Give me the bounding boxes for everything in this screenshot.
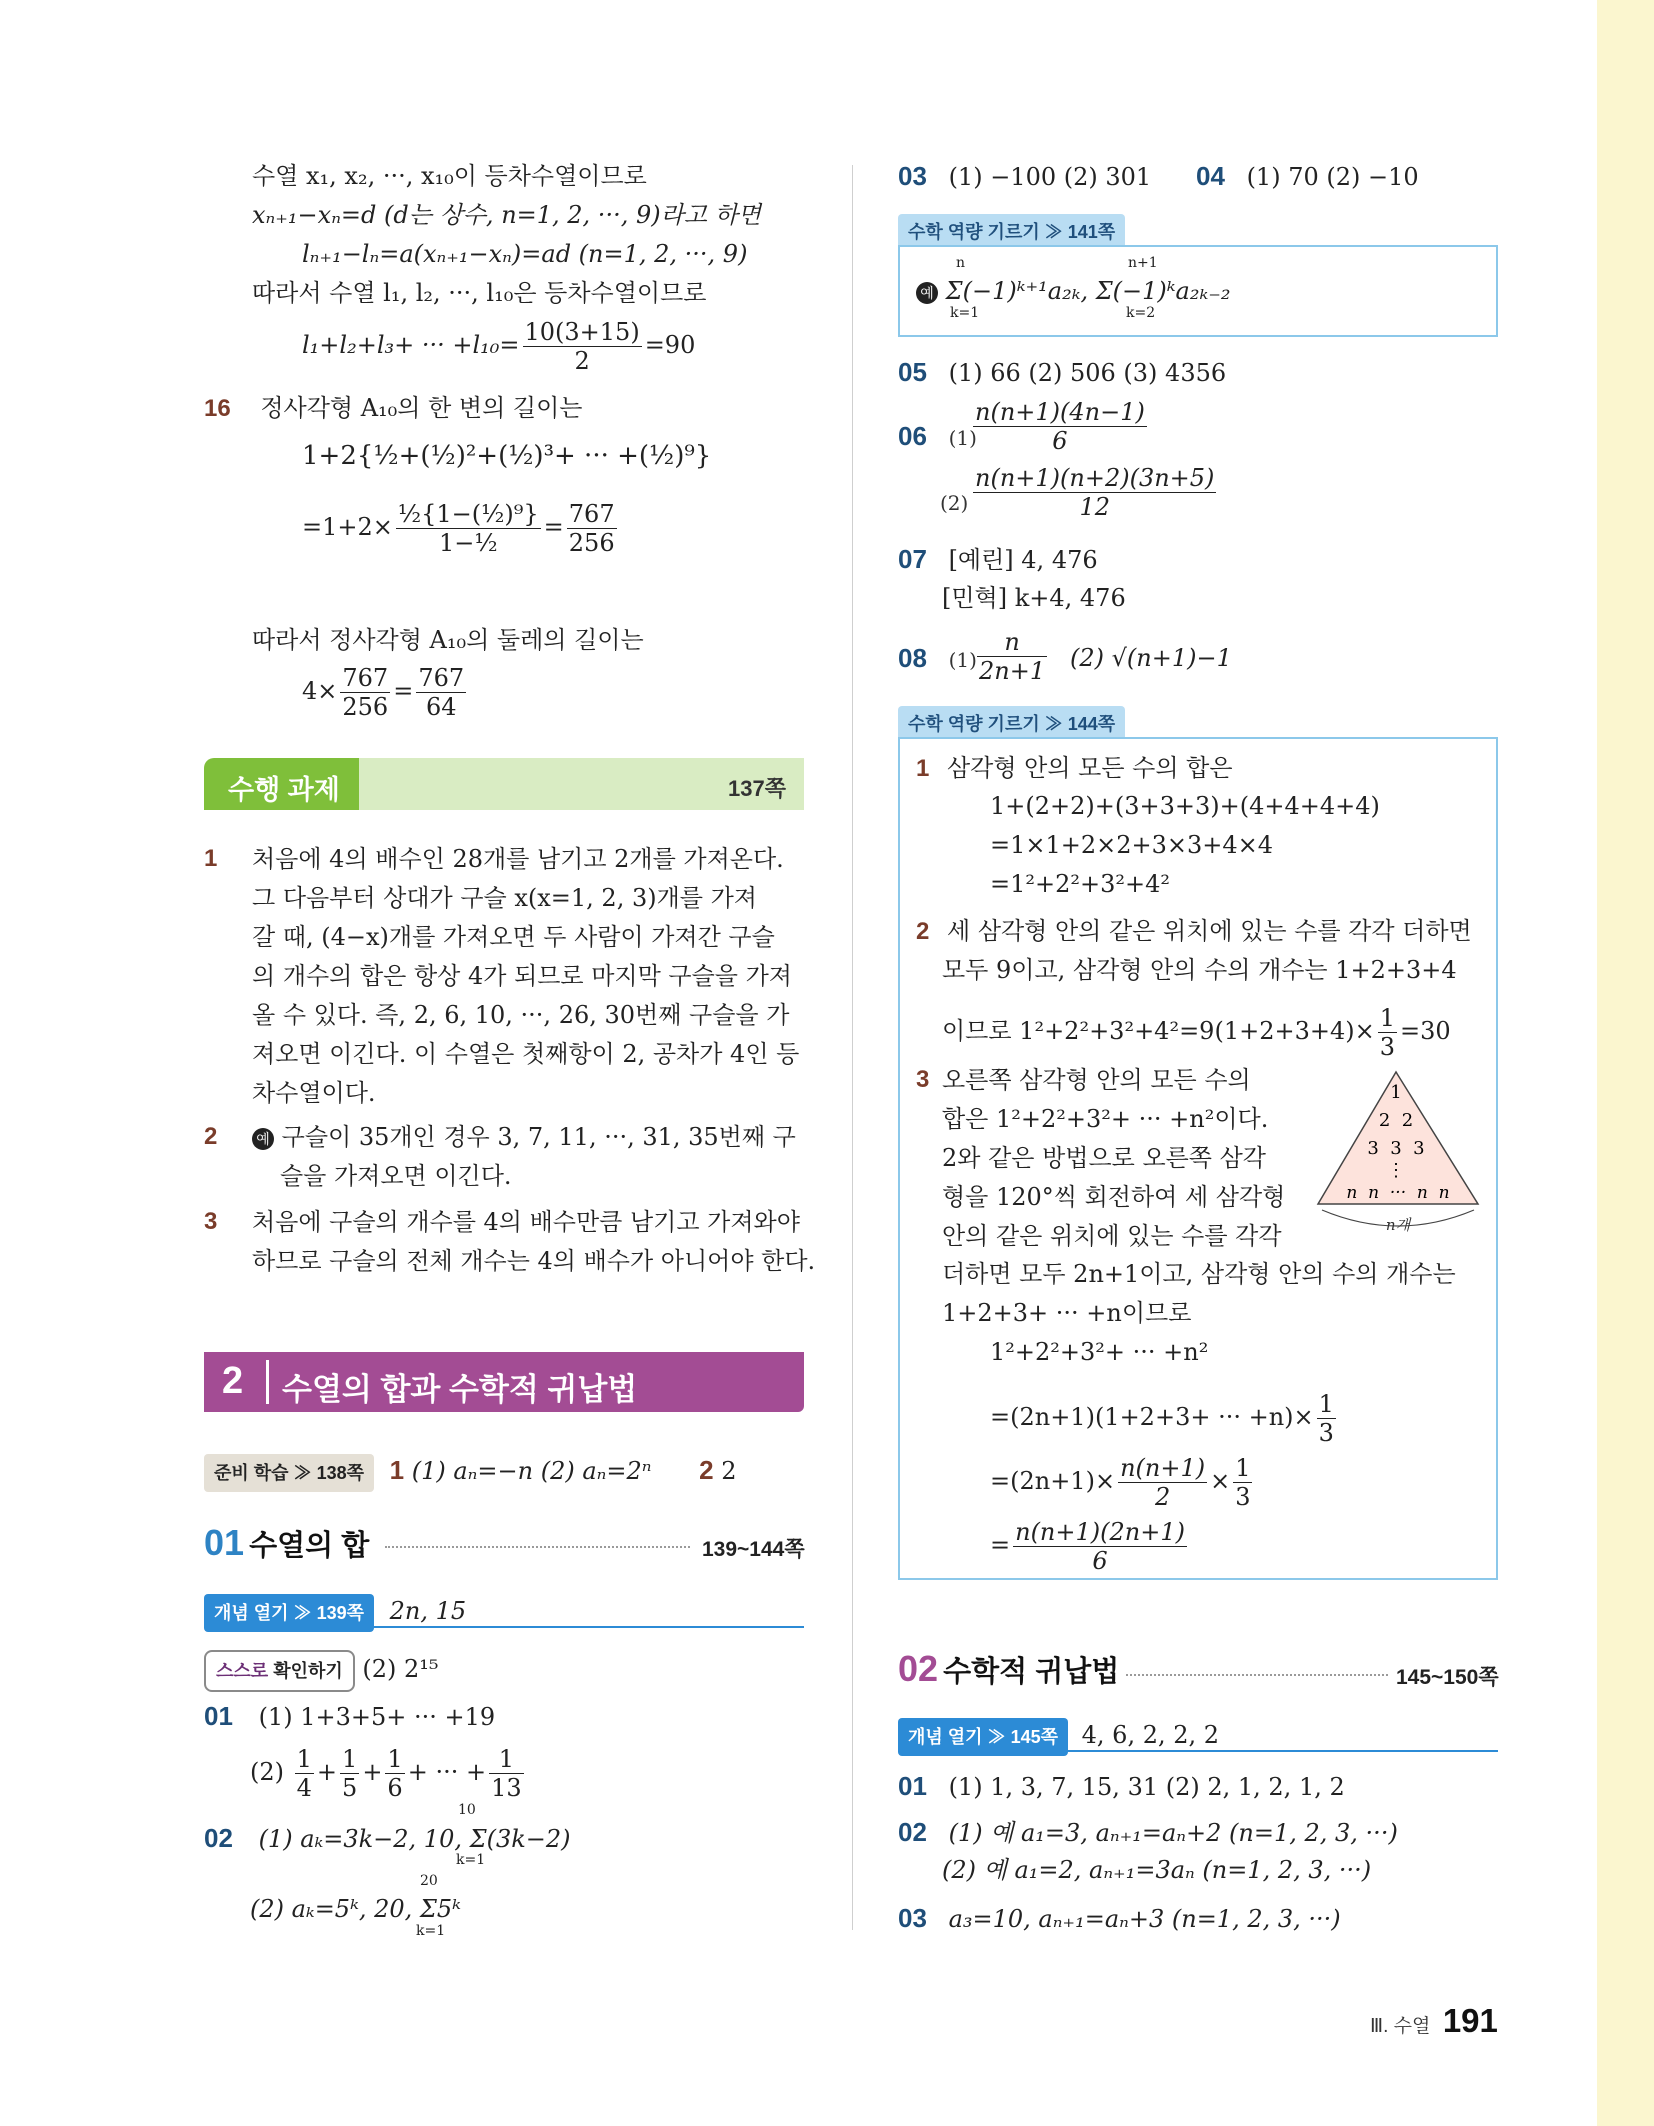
number-triangle-figure (1310, 1064, 1490, 1234)
prep-ans-1-num: 1 (389, 1455, 405, 1485)
sum-upper: 20 (420, 1873, 438, 1889)
text-line: 형을 120°씩 회전하여 세 삼각형 (942, 1183, 1286, 1211)
frac-num: 1 (296, 1745, 312, 1773)
sum-upper: 10 (458, 1802, 476, 1818)
section-title: 수학적 귀납법 (943, 1656, 1120, 1688)
fraction (340, 1745, 359, 1802)
frac-num: 1 (1379, 1004, 1395, 1032)
b2-3-expr-9: =(2n+1)(1+2+3+ ··· +n)× (990, 1403, 1314, 1431)
self-check-tag (204, 1650, 355, 1692)
prep-row (204, 1454, 737, 1492)
prep-ans-2: 2 (721, 1457, 737, 1485)
task-2-number: 2 (204, 1123, 218, 1150)
prep-tag: 준비 학습 ≫ 138쪽 (204, 1454, 374, 1492)
proof-line-4: 따라서 수열 l₁, l₂, ···, l₁₀은 등차수열이므로 (252, 279, 707, 307)
prep-page: 138쪽 (316, 1463, 364, 1483)
p16-line-2: 1+2{½+(½)²+(½)³+ ··· +(½)⁹} (302, 441, 712, 471)
frac-den: 2 (1118, 1482, 1207, 1511)
underline (898, 1750, 1498, 1752)
self-check-row (204, 1650, 439, 1692)
proof-line-1: 수열 x₁, x₂, ···, x₁₀이 등차수열이므로 (252, 162, 647, 190)
frac-num: 1 (1235, 1454, 1251, 1482)
plus-sign: + (316, 1758, 338, 1786)
frac-den: 4 (296, 1774, 312, 1802)
q01-row (204, 1700, 495, 1733)
text-line: 갈 때, (4−x)개를 가져오면 두 사람이 가져간 구슬 (252, 923, 775, 951)
q05-answer: (1) 66 (2) 506 (3) 4356 (948, 359, 1227, 387)
dotted-leader (1126, 1674, 1388, 1676)
frac-den: 6 (973, 426, 1147, 455)
box1-tag: 수학 역량 기르기 ≫ 141쪽 (898, 214, 1125, 248)
frac-den: 13 (491, 1774, 522, 1802)
frac-den: 12 (973, 492, 1216, 521)
q07-line-1: [예린] 4, 476 (948, 546, 1098, 574)
b2-1-line-2: 1+(2+2)+(3+3+3)+(4+4+4+4) (990, 792, 1380, 820)
fraction (973, 398, 1147, 455)
frac-den: 2n+1 (979, 657, 1046, 685)
task-3-line-2: 하므로 구슬의 전체 개수는 4의 배수가 아니어야 한다. (252, 1247, 816, 1275)
b2-1-line-3: =1×1+2×2+3×3+4×4 (990, 831, 1274, 859)
fraction (977, 628, 1047, 685)
b2-2-result: =30 (1399, 1017, 1451, 1045)
page-edge-strip (1597, 0, 1654, 2126)
frac-num: 767 (568, 500, 615, 528)
plus-sign: + ··· + (407, 1758, 487, 1786)
box1-expression: Σ(−1)ᵏ⁺¹a₂ₖ, Σ(−1)ᵏa₂ₖ₋₂ (945, 277, 1231, 305)
box1-content (916, 275, 1231, 307)
box2-tag: 수학 역량 기르기 ≫ 144쪽 (898, 706, 1125, 740)
open2-page: 145쪽 (1010, 1727, 1058, 1747)
frac-num: 1 (342, 1745, 358, 1773)
proof-line-3: lₙ₊₁−lₙ=a(xₙ₊₁−xₙ)=ad (n=1, 2, ···, 9) (302, 240, 748, 268)
prep-ans-1: (1) aₙ=−n (2) aₙ=2ⁿ (411, 1457, 652, 1485)
text-line: 올 수 있다. 즉, 2, 6, 10, ···, 26, 30번째 구슬을 가 (252, 1001, 790, 1029)
b2-2-row (916, 915, 1472, 948)
text-line: 그 다음부터 상대가 구슬 x(x=1, 2, 3)개를 가져 (252, 884, 757, 912)
open2-answer: 4, 6, 2, 2, 2 (1081, 1721, 1220, 1749)
q07-line-2: [민혁] k+4, 476 (942, 584, 1126, 612)
p16-line-5: 4× $\frac{767}{256}$ = $\frac{767}{64}$ (302, 664, 465, 721)
q01-number: 01 (204, 1701, 233, 1731)
q03-number: 03 (898, 161, 927, 191)
r01-number: 01 (898, 1771, 927, 1801)
text-line: 져오면 이긴다. 이 수열은 첫째항이 2, 공차가 4인 등 (252, 1040, 800, 1068)
q06-1-fraction (970, 398, 1150, 455)
section-number: 01 (204, 1522, 245, 1563)
frac-num: n (1004, 628, 1020, 656)
b2-1-row (916, 752, 1233, 785)
open-tag-label: 개념 열기 (214, 1603, 289, 1623)
tri-row-4: ⋮ (1387, 1160, 1405, 1181)
fraction (973, 464, 1216, 521)
b2-2-line-3 (942, 1004, 1451, 1061)
q02-row (204, 1822, 571, 1855)
frac-num: 1 (387, 1745, 403, 1773)
frac-den: 1−½ (396, 528, 541, 557)
text-line: 합은 1²+2²+3²+ ··· +n²이다. (942, 1105, 1269, 1133)
task-2-line-1 (252, 1121, 796, 1153)
q05-number: 05 (898, 357, 927, 387)
section-title: 수열의 합 (249, 1530, 370, 1562)
frac-num: n(n+1)(4n−1) (975, 398, 1145, 426)
frac-den: 64 (416, 692, 466, 721)
r02-number: 02 (898, 1817, 927, 1847)
p16-line-3: =1+2× $\frac{\text{½\{1−(½)⁹\}}}{\text{1−½}}$ = $\frac{767}{256}$ (302, 500, 615, 557)
self-answer: (2) 2¹⁵ (362, 1655, 439, 1683)
task-2-text: 구슬이 35개인 경우 3, 7, 11, ···, 31, 35번째 구 (281, 1123, 796, 1151)
q04-answer: (1) 70 (2) −10 (1246, 163, 1419, 191)
b2-1-line-4: =1²+2²+3²+4² (990, 870, 1170, 898)
q02-number: 02 (204, 1823, 233, 1853)
b2-1-line-1: 삼각형 안의 모든 수의 합은 (947, 754, 1233, 782)
p16-line-1: 정사각형 A₁₀의 한 변의 길이는 (260, 394, 583, 422)
plus-sign: + (362, 1758, 383, 1786)
fraction (1013, 1518, 1187, 1575)
example-badge: 예 (916, 282, 938, 304)
b2-1-number: 1 (916, 755, 930, 782)
b2-2-number: 2 (916, 918, 930, 945)
text-line: 차수열이다. (252, 1079, 376, 1107)
q01-part-1: (1) 1+3+5+ ··· +19 (258, 1703, 496, 1731)
proof-line-5 (302, 318, 695, 375)
sum-upper: n+1 (1128, 255, 1158, 271)
frac-den: 3 (1318, 1419, 1334, 1447)
text-line: 2와 같은 방법으로 오른쪽 삼각 (942, 1144, 1266, 1172)
sum-upper: n (956, 255, 966, 271)
task-2-line-2: 슬을 가져오면 이긴다. (280, 1162, 512, 1190)
q08-row (898, 642, 977, 676)
frac-den: 6 (387, 1774, 403, 1802)
b2-3-expr-10: =(2n+1)× (990, 1467, 1116, 1495)
fraction (416, 664, 466, 721)
section-pages: 145~150쪽 (1396, 1666, 1499, 1689)
r03-number: 03 (898, 1903, 927, 1933)
tri-row-3: 3 3 3 (1367, 1138, 1425, 1159)
q05-row (898, 356, 1226, 389)
tri-row-1: 1 (1390, 1082, 1402, 1103)
sum-lhs: l₁+l₂+l₃+ ··· +l₁₀= (302, 331, 520, 359)
q08-2: (2) √(n+1)−1 (1070, 644, 1232, 672)
fraction (523, 318, 642, 375)
frac-den: 5 (342, 1774, 358, 1802)
frac-num: 767 (418, 664, 465, 692)
capability-box-1 (898, 245, 1498, 337)
open2-tag-label: 개념 열기 (908, 1727, 983, 1747)
q03-answer: (1) −100 (2) 301 (948, 163, 1152, 191)
q06-number: 06 (898, 421, 927, 451)
open-page: 139쪽 (316, 1603, 364, 1623)
self-tag-a: 스스로 (216, 1661, 269, 1681)
q06-row (898, 420, 977, 454)
proof-line-2: xₙ₊₁−xₙ=d (d는 상수, n=1, 2, ···, 9)라고 하면 (252, 201, 761, 229)
chapter-divider (266, 1360, 269, 1404)
frac-den: 3 (1379, 1033, 1395, 1061)
frac-num: n(n+1)(2n+1) (1015, 1518, 1185, 1546)
r02-row (898, 1816, 1398, 1849)
task-3-number: 3 (204, 1208, 218, 1235)
tri-label: n개 (1385, 1216, 1411, 1234)
section-02-header (898, 1648, 1119, 1690)
q06-2-fraction (970, 464, 1219, 521)
prep-tag-label: 준비 학습 (214, 1463, 289, 1483)
r03-row (898, 1902, 1341, 1935)
frac-num: n(n+1) (1120, 1454, 1206, 1482)
p16-pre: =1+2× (302, 513, 393, 541)
frac-den: 6 (1013, 1546, 1187, 1575)
column-divider (852, 165, 853, 1930)
example-badge: 예 (252, 1128, 274, 1150)
r01-row (898, 1770, 1345, 1803)
sum-rhs: =90 (644, 331, 696, 359)
b2-2-line-2: 모두 9이고, 삼각형 안의 수의 개수는 1+2+3+4 (942, 956, 1457, 984)
q04-row (1196, 160, 1419, 193)
section-01-header (204, 1522, 369, 1564)
q03-row (898, 160, 1151, 193)
prep-ans-2-num: 2 (699, 1455, 714, 1485)
p16-line-4: 따라서 정사각형 A₁₀의 둘레의 길이는 (252, 626, 644, 654)
task-page: 137쪽 (728, 776, 786, 801)
q04-number: 04 (1196, 161, 1225, 191)
problem-16 (204, 392, 582, 425)
open-tag: 개념 열기 ≫ 139쪽 (204, 1594, 374, 1632)
sum-lower: k=2 (1126, 305, 1156, 321)
fraction (1317, 1390, 1336, 1447)
b2-3-line-11: = $\frac{n(n+1)(2n+1)}{6}$ (990, 1518, 1185, 1575)
b2-3-line-7: 1+2+3+ ··· +n이므로 (942, 1299, 1192, 1327)
fraction (385, 1745, 404, 1802)
q01-fractions (292, 1745, 527, 1802)
sum-lower: k=1 (456, 1852, 486, 1868)
frac-num: 1 (1318, 1390, 1334, 1418)
self-tag-b: 확인하기 (273, 1661, 343, 1681)
fraction (1233, 1454, 1252, 1511)
text-line: 오른쪽 삼각형 안의 모든 수의 (942, 1066, 1251, 1094)
text-line: 안의 같은 위치에 있는 수를 각각 (942, 1222, 1282, 1250)
task-1-number: 1 (204, 845, 218, 872)
chapter-title: 수열의 합과 수학적 귀납법 (282, 1372, 638, 1407)
q07-row (898, 543, 1098, 576)
section-pages: 139~144쪽 (702, 1538, 805, 1561)
frac-den: 3 (1235, 1483, 1251, 1511)
open2-tag: 개념 열기 ≫ 145쪽 (898, 1718, 1068, 1756)
q01-2-label: (2) (250, 1758, 284, 1786)
b2-3-line-9 (990, 1390, 1339, 1447)
b2-3-line-6: 더하면 모두 2n+1이고, 삼각형 안의 수의 개수는 (942, 1260, 1456, 1288)
frac-num: ½{1−(½)⁹} (397, 500, 539, 528)
q06-1-label: (1) (948, 426, 977, 450)
underline (204, 1626, 804, 1628)
q02-part-1: (1) aₖ=3k−2, 10, Σ(3k−2) (258, 1825, 571, 1853)
dotted-leader (385, 1546, 690, 1548)
frac-den: 256 (568, 529, 615, 557)
q08-1-fraction (974, 628, 1050, 685)
b2-3-line-8: 1²+2²+3²+ ··· +n² (990, 1338, 1209, 1366)
task-title: 수행 과제 (228, 775, 340, 805)
fraction (340, 664, 390, 721)
b2-2-expr: 이므로 1²+2²+3²+4²=9(1+2+3+4)× (942, 1017, 1375, 1045)
r02-part-2: (2) 예 a₁=2, aₙ₊₁=3aₙ (n=1, 2, 3, ···) (942, 1856, 1372, 1884)
problem-number: 16 (204, 395, 231, 422)
sum-lower: k=1 (950, 305, 980, 321)
q06-2-label: (2) (940, 491, 969, 515)
page-footer (1370, 2002, 1498, 2040)
task-3-line-1: 처음에 구슬의 개수를 4의 배수만큼 남기고 가져와야 (252, 1208, 800, 1236)
frac-num: 767 (342, 664, 389, 692)
page-number: 191 (1442, 2002, 1498, 2039)
chapter-number: 2 (222, 1360, 244, 1402)
frac-den: 256 (342, 693, 389, 721)
tri-row-5: n n ··· n n (1346, 1183, 1450, 1203)
complex-fraction (396, 500, 541, 557)
open-answer: 2n, 15 (389, 1597, 467, 1625)
text-line: 처음에 4의 배수인 28개를 남기고 2개를 가져온다. (252, 845, 784, 873)
q06-2-label-row (940, 486, 968, 519)
footer-chapter: Ⅲ. 수열 (1370, 2016, 1431, 2037)
r01-answer: (1) 1, 3, 7, 15, 31 (2) 2, 1, 2, 1, 2 (948, 1773, 1345, 1801)
frac-num: 1 (498, 1745, 514, 1773)
q08-1-label: (1) (948, 648, 977, 672)
r03-answer: a₃=10, aₙ₊₁=aₙ+3 (n=1, 2, 3, ···) (948, 1905, 1341, 1933)
sum-lower: k=1 (416, 1923, 446, 1939)
chapter-header (204, 1352, 804, 1412)
q07-number: 07 (898, 544, 927, 574)
p16-l5-pre: 4× (302, 677, 338, 705)
fraction (295, 1745, 314, 1802)
fraction (567, 500, 617, 557)
b2-3-number: 3 (916, 1066, 930, 1093)
b2-2-line-1: 세 삼각형 안의 같은 위치에 있는 수를 각각 더하면 (947, 917, 1472, 945)
q08-number: 08 (898, 643, 927, 673)
frac-num: 10(3+15) (524, 318, 640, 346)
section-number: 02 (898, 1648, 939, 1689)
r02-part-1: (1) 예 a₁=3, aₙ₊₁=aₙ+2 (n=1, 2, 3, ···) (948, 1819, 1398, 1847)
text-line: 의 개수의 합은 항상 4가 되므로 마지막 구슬을 가져 (252, 962, 792, 990)
fraction (1118, 1454, 1207, 1511)
fraction (1378, 1004, 1397, 1061)
q01-part-2 (250, 1745, 527, 1802)
tri-row-2: 2 2 (1378, 1110, 1414, 1131)
b2-3-line-10: =(2n+1)× $\frac{n(n+1)}{2}$ × $\frac{1}{3}$ (990, 1454, 1251, 1511)
fraction (489, 1745, 524, 1802)
q02-part-2: (2) aₖ=5ᵏ, 20, Σ5ᵏ (250, 1895, 461, 1923)
task-section-bar (204, 758, 804, 810)
frac-num: n(n+1)(n+2)(3n+5) (975, 464, 1215, 492)
frac-den: 2 (523, 346, 642, 375)
